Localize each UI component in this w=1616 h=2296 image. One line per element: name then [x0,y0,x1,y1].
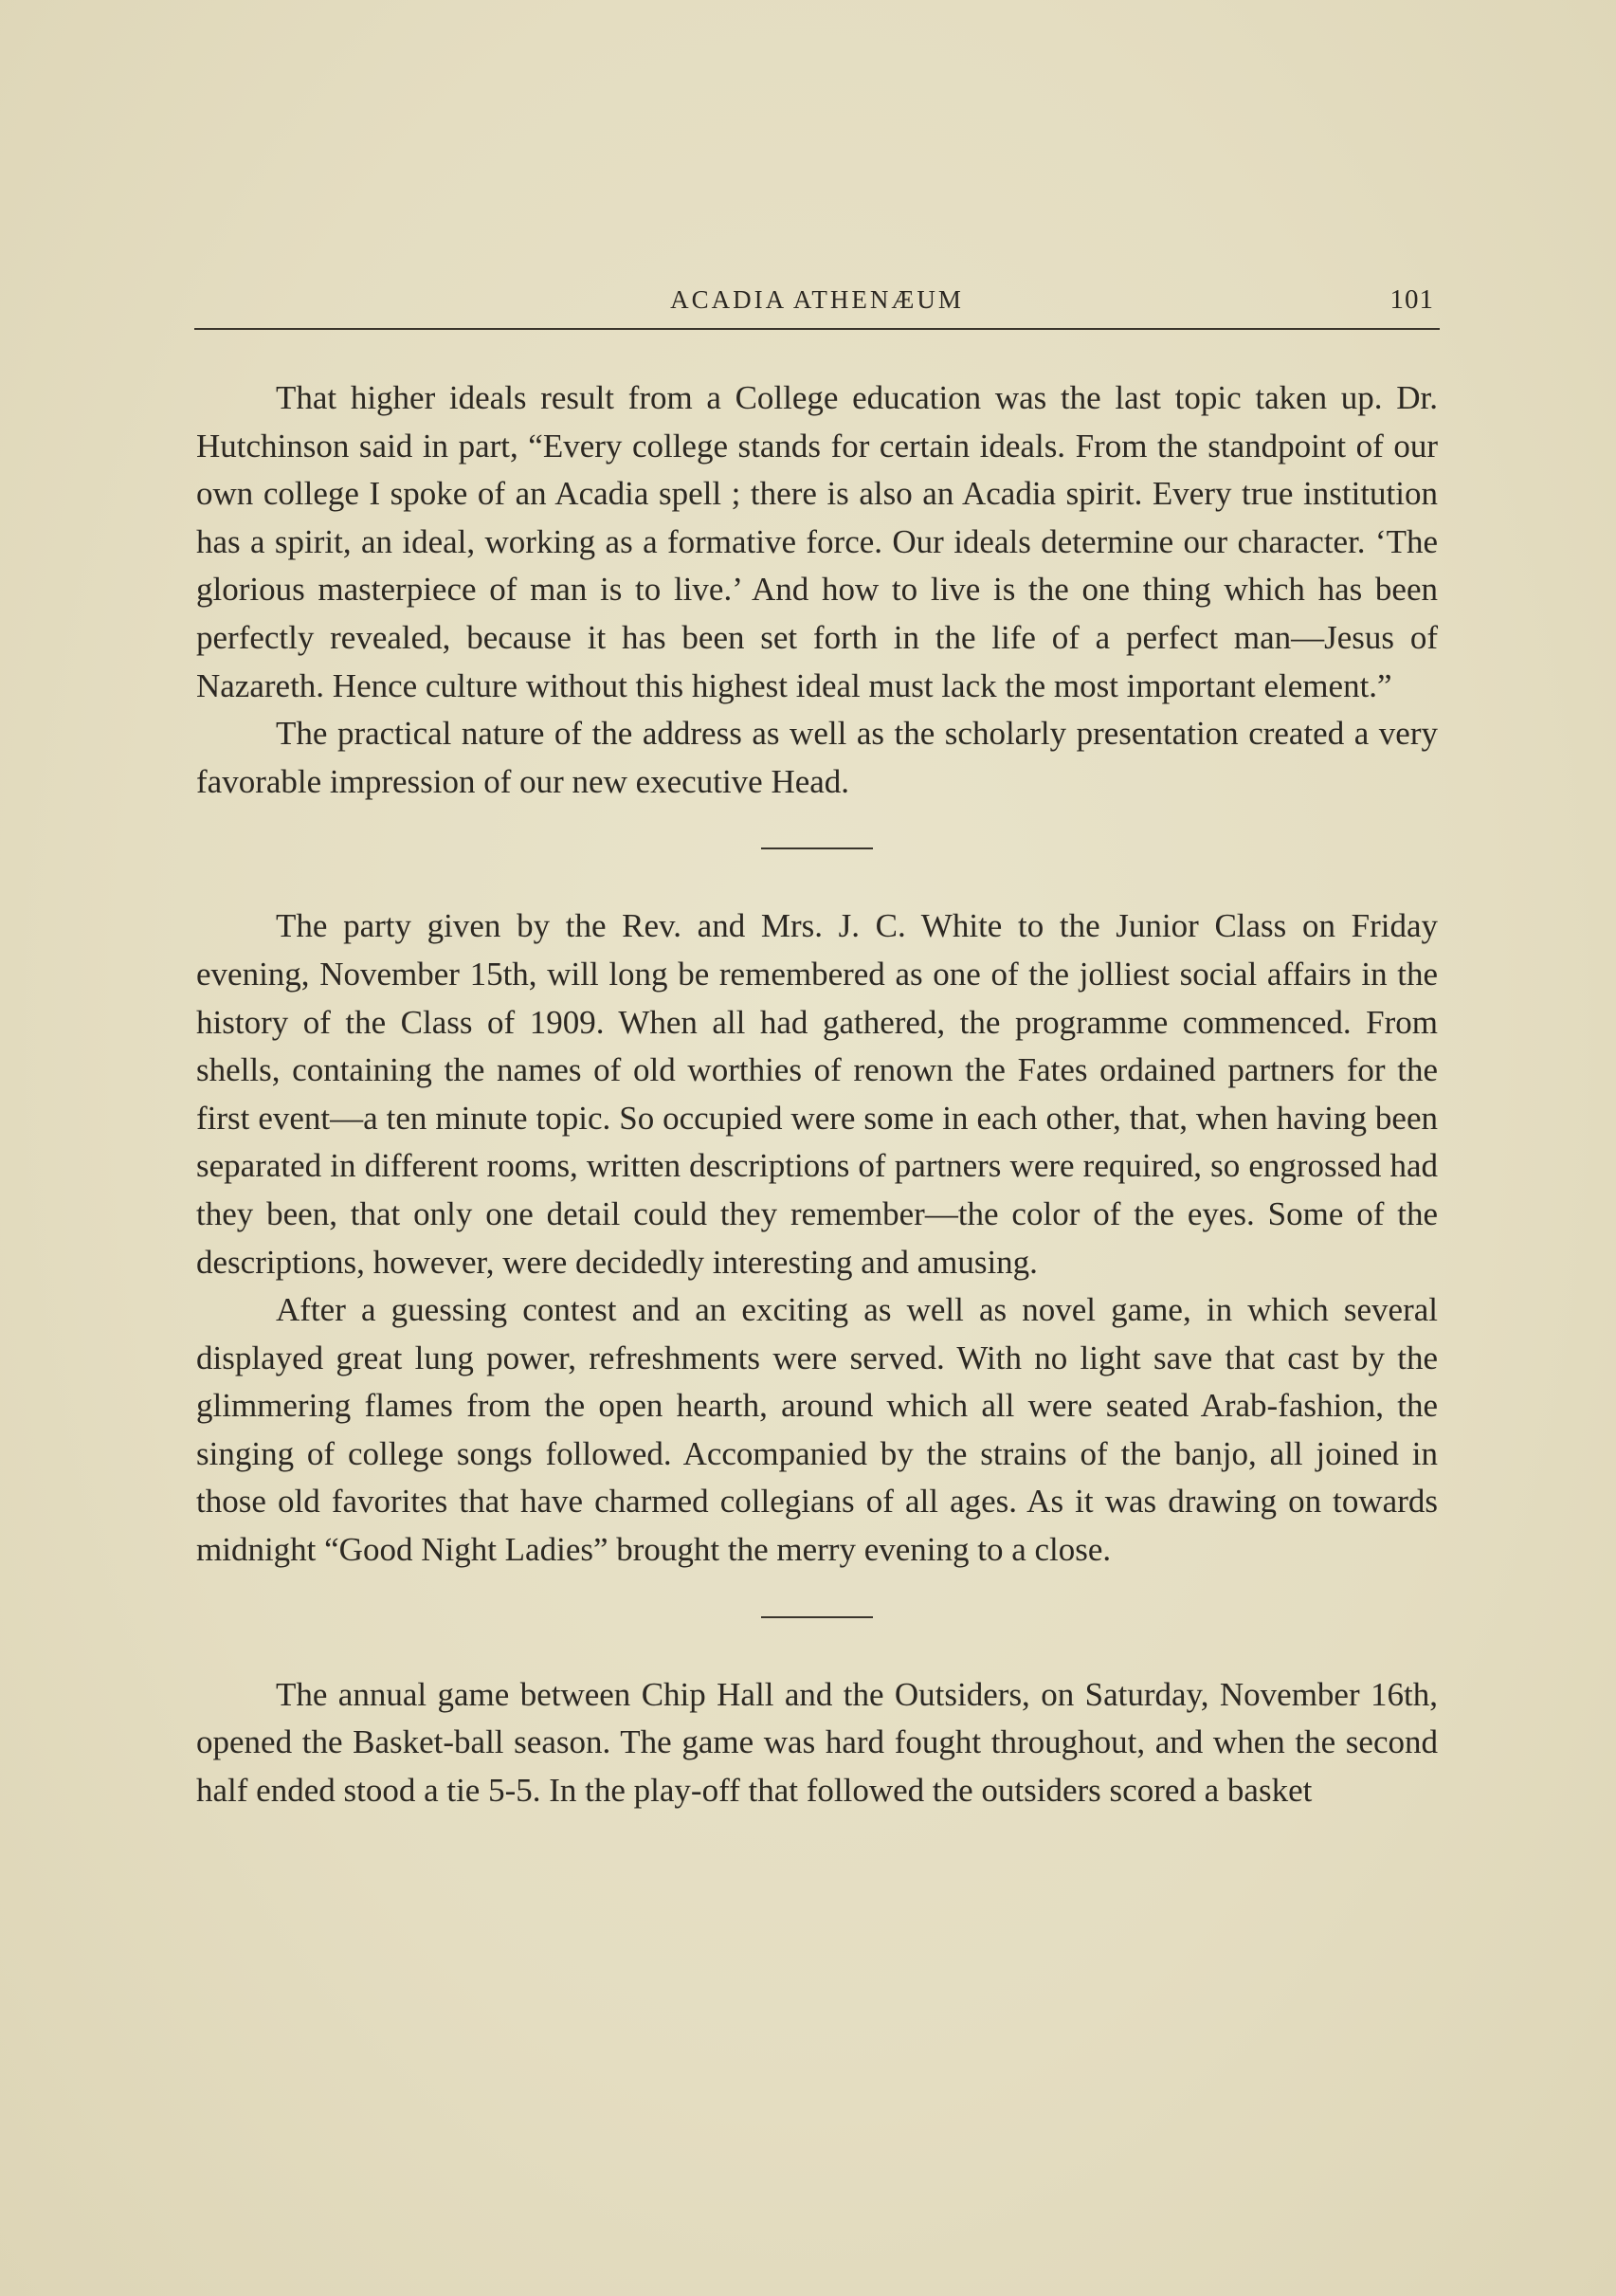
running-head [196,281,1438,319]
section-divider [761,847,873,849]
paragraph-ideals: That higher ideals result from a College education was the last topic taken up. Dr. Hutchinson said in part, “Every college stands for certain ideals. From the standpoint of our own college I spoke of an Acadia spell ; there is also an Acadia spirit. Every true institution has a spirit, an ideal, working as a formative force. Our ideals determine our character. ‘The glorious masterpiece of man is to live.’ And how to live is the one thing which has been perfectly revealed, because it has been set forth in the life of a perfect man—Jesus of Nazareth. Hence culture without this highest ideal must lack the most important element.” [196,379,1438,704]
paragraph-basketball: The annual game between Chip Hall and the Outsiders, on Saturday, November 16th, opened the Basket-ball season. The game was hard fought throughout, and when the second half ended stood a tie 5-5. In the play-off that followed the outsiders scored a basket [196,1675,1438,1809]
header-rule [194,328,1440,330]
article-body [196,374,1438,1814]
paragraph-party-evening: After a guessing contest and an exciting as well as novel game, in which several displayed great lung power, refreshments were served. With no light save that cast by the glimmering flames from the open hearth, around which all were seated Arab-fashion, the singing of college songs followed. Accompanied by the strains of the banjo, all joined in those old favorites that have charmed collegians of all ages. As it was drawing on towards midnight “Good Night Ladies” brought the merry evening to a close. [196,1291,1438,1569]
page-number: 101 [1389,284,1434,315]
paragraph-address-impression: The practical nature of the address as well as the scholarly presentation created a very favorable impression of our new executive Head. [196,715,1438,800]
paragraph-junior-party: The party given by the Rev. and Mrs. J. C. White to the Junior Class on Friday evening, November 15th, will long be remembered as one of the jolliest social affairs in the history of the Class of 1909. When all had gathered, the programme commenced. From shells, containing the names of old worthies of renown the Fates ordained partners for the first event—a ten minute topic. So occupied were some in each other, that, when having been separated in different rooms, written descriptions of partners were required, so engrossed had they been, that only one detail could they remember—the color of the eyes. Some of the descriptions, however, were decidedly interesting and amusing. [196,907,1438,1281]
running-title: ACADIA ATHENÆUM [670,285,964,314]
section-divider [761,1616,873,1618]
